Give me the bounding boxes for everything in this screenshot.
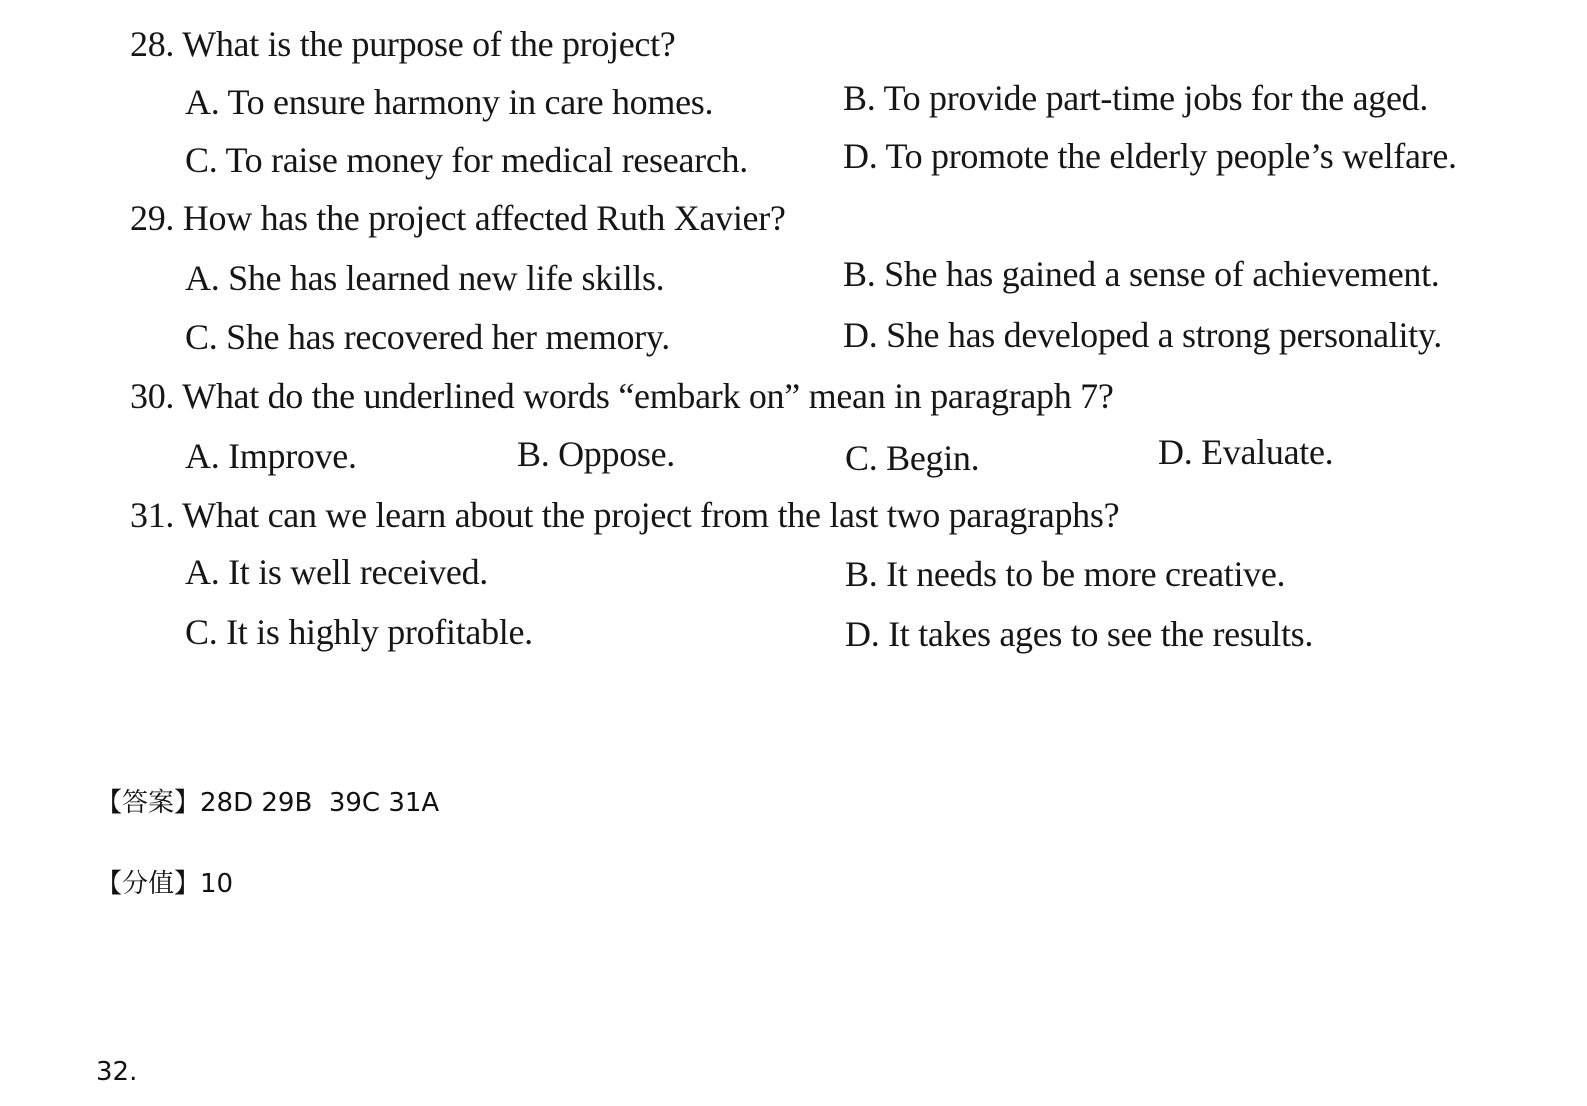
question-31-option-b: B. It needs to be more creative.	[845, 554, 1286, 594]
question-31-option-d: D. It takes ages to see the results.	[845, 614, 1314, 654]
question-29-option-a: A. She has learned new life skills.	[185, 258, 665, 298]
answer-label: 【答案】	[96, 788, 201, 818]
question-28-option-a: A. To ensure harmony in care homes.	[185, 82, 714, 122]
question-30-option-c: C. Begin.	[845, 438, 980, 478]
question-29-option-d: D. She has developed a strong personality.	[843, 315, 1442, 355]
question-31-option-a: A. It is well received.	[185, 552, 488, 592]
next-question-number: 32.	[96, 1057, 138, 1087]
question-31-option-c: C. It is highly profitable.	[185, 612, 533, 652]
question-30-stem: 30. What do the underlined words “embark on” mean in paragraph 7?	[130, 376, 1114, 416]
score-line	[96, 867, 233, 901]
question-29-stem: 29. How has the project affected Ruth Xavier?	[130, 198, 786, 238]
question-28-stem: 28. What is the purpose of the project?	[130, 24, 676, 64]
question-28-option-c: C. To raise money for medical research.	[185, 140, 748, 180]
answer-line	[96, 786, 439, 820]
question-30-option-a: A. Improve.	[185, 436, 357, 476]
question-30-option-b: B. Oppose.	[517, 434, 675, 474]
score-value: 10	[200, 869, 234, 899]
question-28-option-d: D. To promote the elderly people’s welfare.	[843, 136, 1457, 176]
question-28-option-b: B. To provide part-time jobs for the aged.	[843, 78, 1429, 118]
answer-value: 28D 29B 39C 31A	[200, 788, 440, 818]
score-label: 【分值】	[96, 869, 201, 899]
question-31-stem: 31. What can we learn about the project from the last two paragraphs?	[130, 495, 1120, 535]
question-30-option-d: D. Evaluate.	[1158, 432, 1334, 472]
question-29-option-b: B. She has gained a sense of achievement.	[843, 254, 1440, 294]
question-29-option-c: C. She has recovered her memory.	[185, 317, 670, 357]
